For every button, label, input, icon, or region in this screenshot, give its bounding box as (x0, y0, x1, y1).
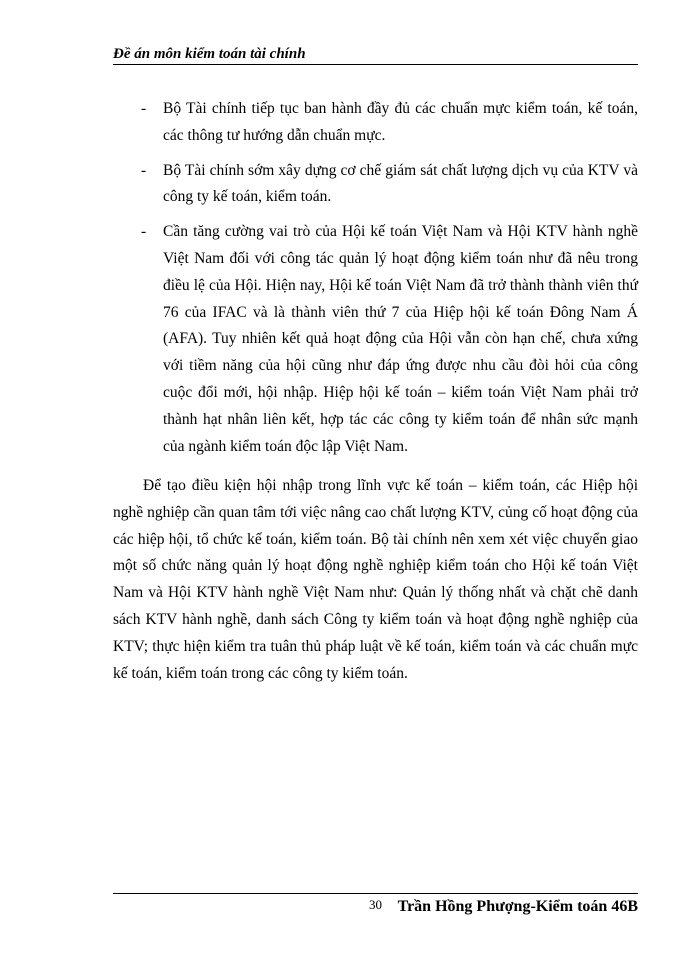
bullet-item (113, 158, 638, 212)
bullet-text: Cần tăng cường vai trò của Hội kế toán Việt Nam và Hội KTV hành nghề Việt Nam đối với công tác quản lý hoạt động kiểm toán như đã nêu trong điều lệ của Hội. Hiện nay, Hội kế toán Việt Nam đã trở thành thành viên thứ 76 của IFAC và là thành viên thứ 7 của Hiệp hội kế toán Đông Nam Á (AFA). Tuy nhiên kết quả hoạt động của Hội vẫn còn hạn chế, chưa xứng với tiềm năng của hội cũng như đáp ứng được nhu cầu đòi hỏi của công cuộc đổi mới, hội nhập. Hiệp hội kế toán – kiểm toán Việt Nam phải trở thành hạt nhân liên kết, hợp tác các công ty kiểm toán để nhân sức mạnh của ngành kiểm toán độc lập Việt Nam. (163, 223, 638, 455)
bullet-dash: - (141, 100, 147, 117)
bullet-text: Bộ Tài chính tiếp tục ban hành đầy đủ các chuẩn mực kiểm toán, kế toán, các thông tư hướng dẫn chuẩn mực. (163, 100, 638, 144)
body-paragraph: Để tạo điều kiện hội nhập trong lĩnh vực kế toán – kiểm toán, các Hiệp hội nghề nghiệp cần quan tâm tới việc nâng cao chất lượng KTV, củng cố hoạt động của các hiệp hội, tổ chức kế toán, kiểm toán. Bộ tài chính nên xem xét việc chuyển giao một số chức năng quản lý hoạt động nghề nghiệp kiểm toán cho Hội kế toán Việt Nam và Hội KTV hành nghề Việt Nam như: Quản lý thống nhất và chặt chẽ danh sách KTV hành nghề, danh sách Công ty kiểm toán và hoạt động nghề nghiệp của KTV; thực hiện kiểm tra tuân thủ pháp luật về kế toán, kiểm toán và các chuẩn mực kế toán, kiểm toán trong các công ty kiểm toán. (113, 477, 638, 682)
bullet-item (113, 219, 638, 460)
page-number: 30 (369, 897, 382, 912)
footer-divider (113, 893, 638, 894)
bullet-dash: - (141, 161, 147, 179)
page-header-title: Đề án môn kiểm toán tài chính (113, 46, 306, 62)
bullet-text: Bộ Tài chính sớm xây dựng cơ chế giám sát chất lượng dịch vụ của KTV và công ty kế toán, kiểm toán. (163, 161, 638, 206)
footer-author: Trần Hồng Phượng-Kiểm toán 46B (397, 898, 638, 915)
bullet-list (113, 96, 638, 468)
header-divider (113, 64, 638, 65)
bullet-item (113, 96, 638, 150)
bullet-dash: - (141, 223, 147, 241)
